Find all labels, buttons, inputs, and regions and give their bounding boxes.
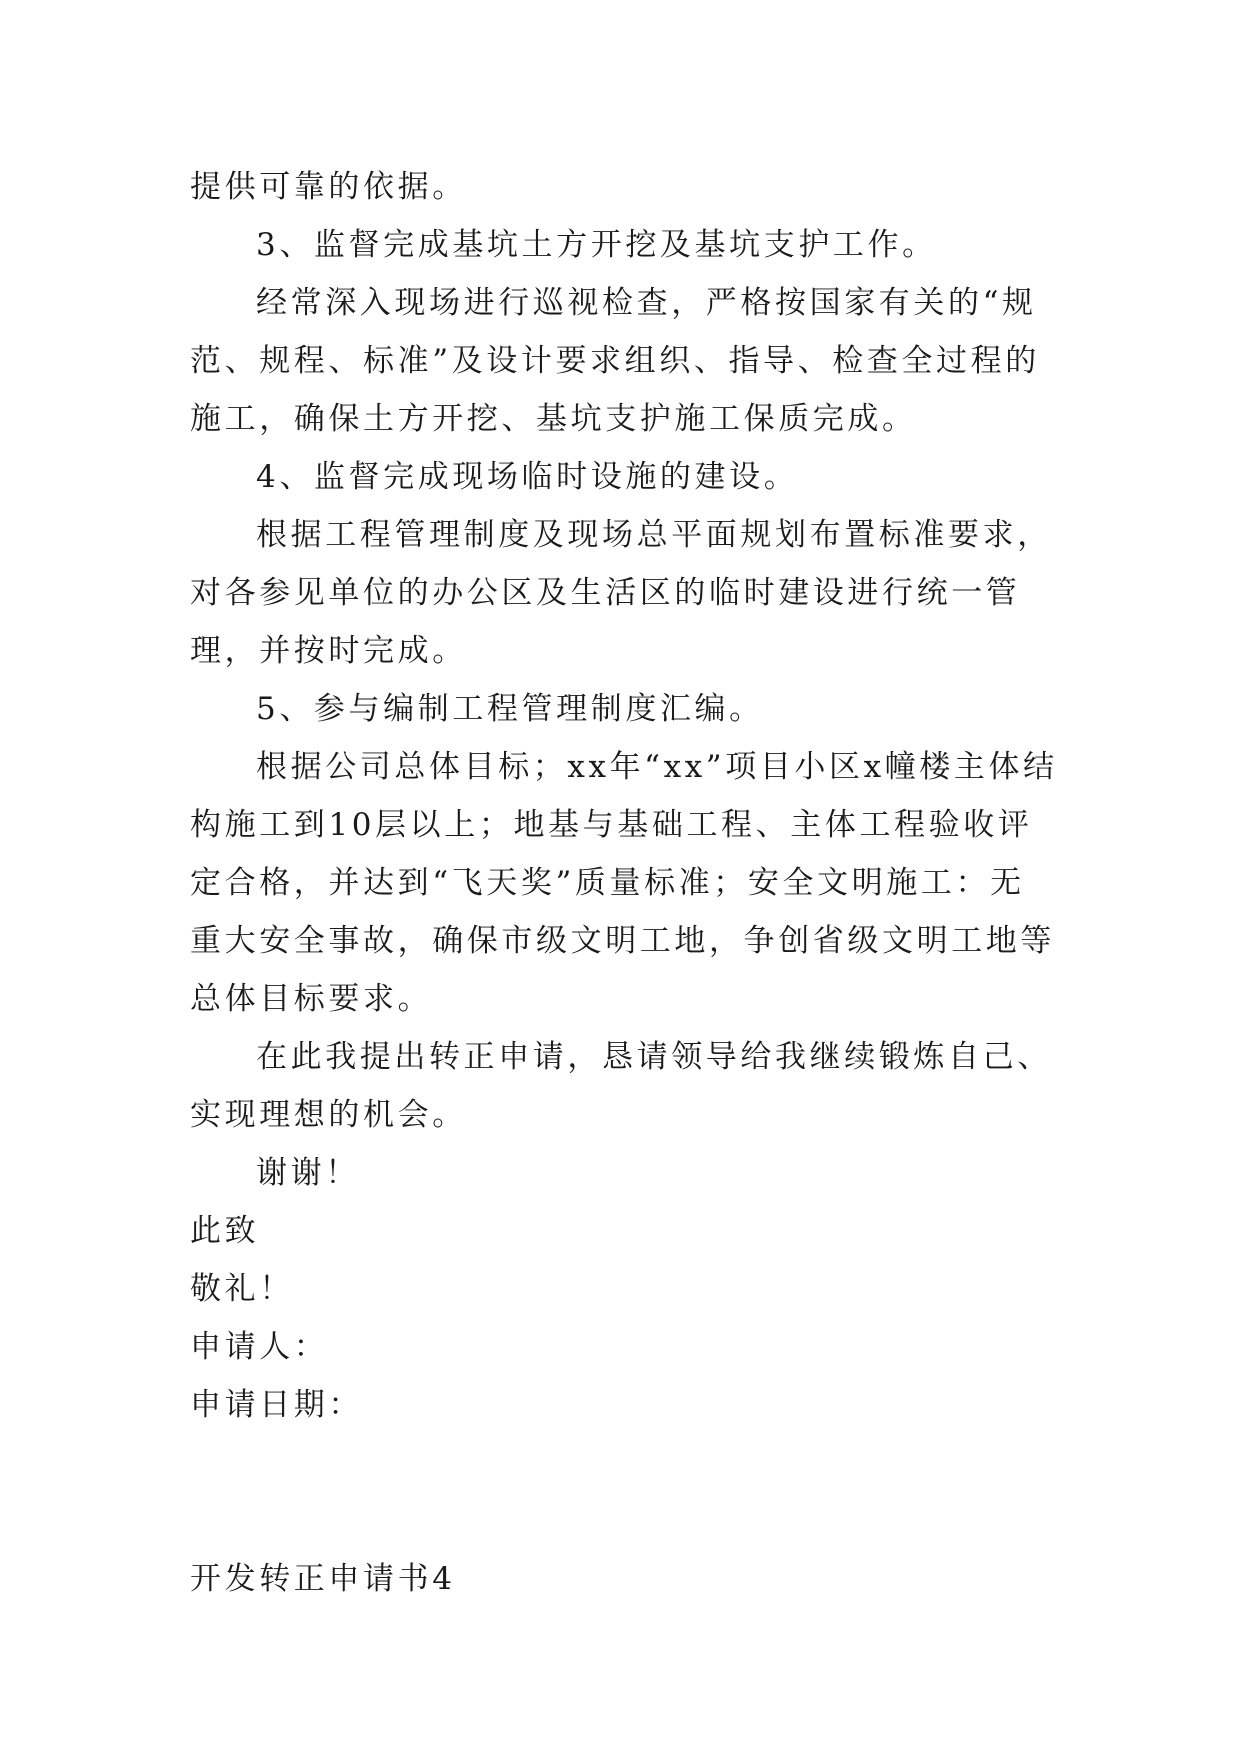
paragraph-item-5-body: 根据公司总体目标；xx年“xx”项目小区x幢楼主体结构施工到10层以上；地基与基础工程、主体工程验收评定合格，并达到“飞天奖”质量标准；安全文明施工：无重大安全事故，确保市级文明工地，争创省级文明工地等总体目标要求。: [190, 749, 1058, 1017]
paragraph-thanks: 谢谢！: [256, 1155, 360, 1191]
paragraph-item-4-heading: 4、监督完成现场临时设施的建设。: [256, 459, 799, 495]
document-body: [190, 158, 1058, 1608]
closing-regards: 敬礼！: [190, 1271, 294, 1307]
application-date-label: 申请日期：: [190, 1387, 363, 1423]
section-spacer: [190, 1434, 1058, 1550]
paragraph-item-4-body: 根据工程管理制度及现场总平面规划布置标准要求，对各参见单位的办公区及生活区的临时建设进行统一管理，并按时完成。: [190, 517, 1052, 669]
paragraph-continuation: 提供可靠的依据。: [190, 169, 467, 205]
closing-salutation: 此致: [190, 1213, 260, 1249]
paragraph-request: 在此我提出转正申请，恳请领导给我继续锻炼自己、实现理想的机会。: [190, 1039, 1052, 1133]
next-section-title: 开发转正申请书4: [190, 1561, 456, 1597]
paragraph-item-3-heading: 3、监督完成基坑土方开挖及基坑支护工作。: [256, 227, 937, 263]
paragraph-item-5-heading: 5、参与编制工程管理制度汇编。: [256, 691, 764, 727]
applicant-label: 申请人：: [190, 1329, 329, 1365]
paragraph-item-3-body: 经常深入现场进行巡视检查，严格按国家有关的“规范、规程、标准”及设计要求组织、指导、检查全过程的施工，确保土方开挖、基坑支护施工保质完成。: [190, 285, 1040, 437]
